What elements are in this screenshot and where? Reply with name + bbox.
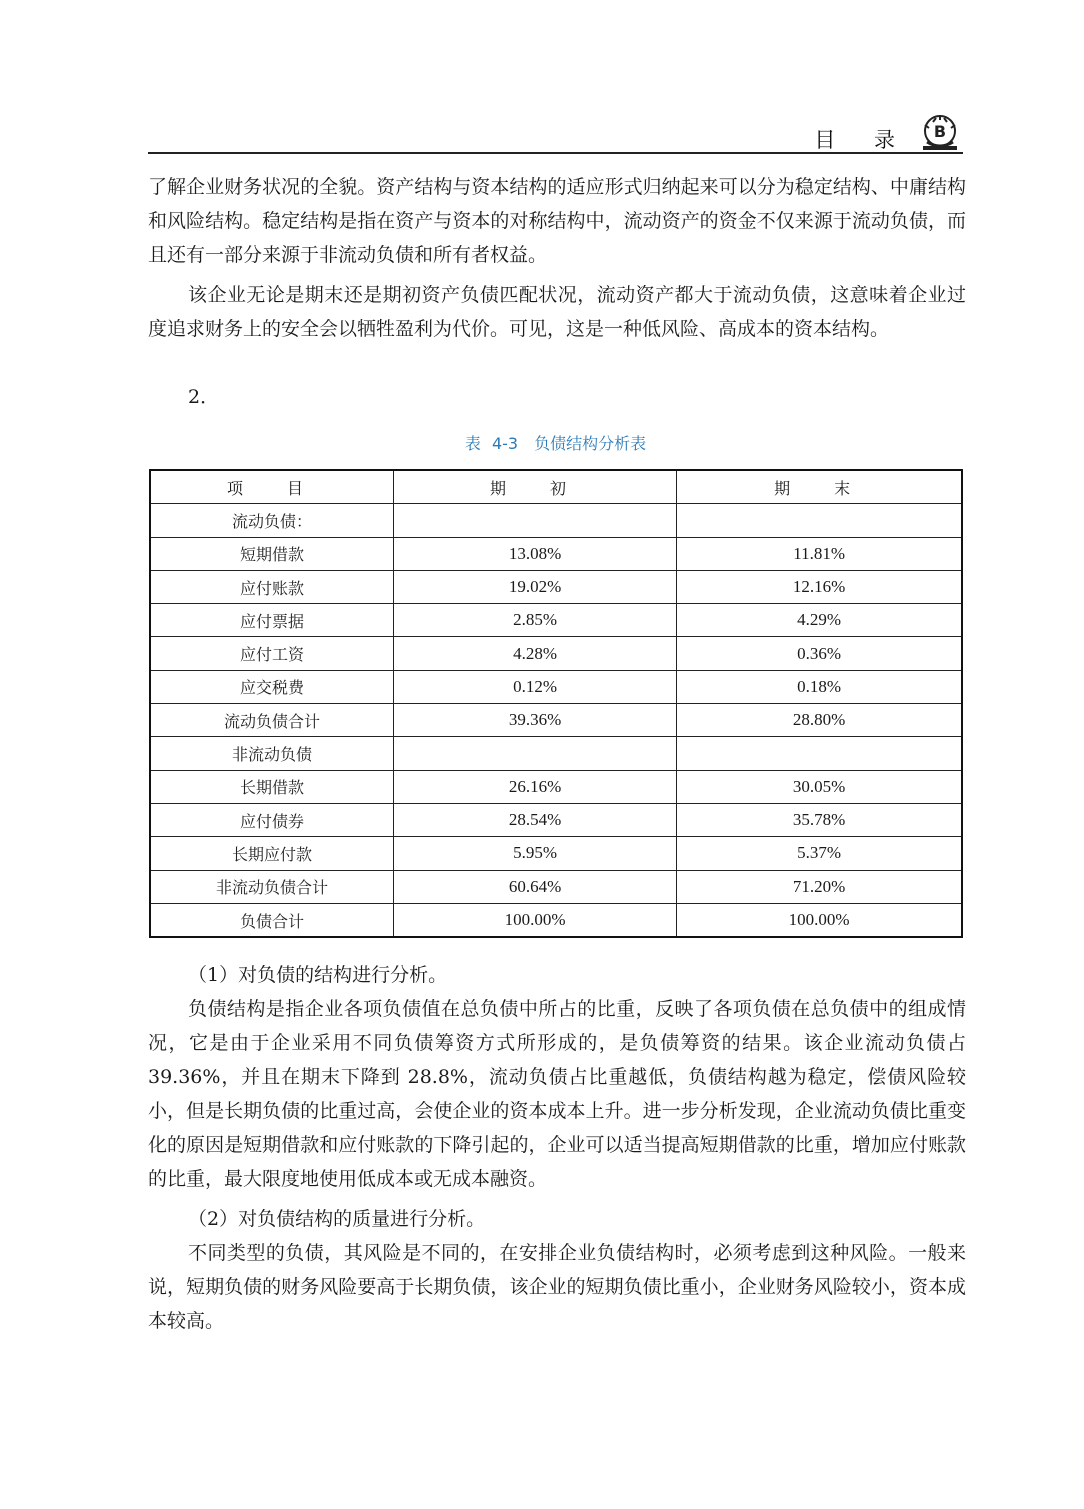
table-header-row xyxy=(150,470,962,504)
table-row xyxy=(150,537,962,570)
table-row xyxy=(150,770,962,803)
beginning-value: 39.36% xyxy=(393,704,676,737)
end-value xyxy=(677,504,962,537)
beginning-value: 4.28% xyxy=(393,637,676,670)
page-header xyxy=(148,112,963,154)
beginning-value: 13.08% xyxy=(393,537,676,570)
table-row xyxy=(150,870,962,903)
header-title: 目 录 xyxy=(814,128,911,152)
beginning-value xyxy=(393,737,676,770)
beginning-value: 2.85% xyxy=(393,604,676,637)
end-value: 100.00% xyxy=(677,903,962,937)
row-label: 长期借款 xyxy=(150,770,393,803)
table-row xyxy=(150,737,962,770)
analysis-paragraph-1: 负债结构是指企业各项负债值在总负债中所占的比重，反映了各项负债在总负债中的组成情况，它是由于企业采用不同负债筹资方式所形成的，是负债筹资的结果。该企业流动负债占 39.36%，并且在期末下降到 28.8%，流动负债占比重越低，负债结构越为稳定，偿债风险较小，但是长期负债的比重过高，会使企业的资本成本上升。进一步分析发现，企业流动负债比重变化的原因是短期借款和应付账款的下降引起的，企业可以适当提高短期借款的比重，增加应付账款的比重，最大限度地使用低成本或无成本融资。 xyxy=(148,998,966,1190)
row-label: 流动负债： xyxy=(150,504,393,537)
svg-text:B: B xyxy=(933,122,947,141)
analysis-heading-1: （1）对负债的结构进行分析。 xyxy=(188,964,448,986)
table-row xyxy=(150,903,962,937)
end-value: 30.05% xyxy=(677,770,962,803)
table-row xyxy=(150,604,962,637)
table-row xyxy=(150,504,962,537)
publisher-logo-icon xyxy=(919,112,961,152)
row-label: 应付债券 xyxy=(150,803,393,836)
beginning-value: 26.16% xyxy=(393,770,676,803)
analysis-heading-2: （2）对负债结构的质量进行分析。 xyxy=(188,1208,486,1230)
table-row xyxy=(150,704,962,737)
end-value: 0.18% xyxy=(677,670,962,703)
table-row xyxy=(150,803,962,836)
table-row xyxy=(150,637,962,670)
beginning-value xyxy=(393,504,676,537)
end-value: 11.81% xyxy=(677,537,962,570)
row-label: 负债合计 xyxy=(150,903,393,937)
analysis-paragraph-2: 不同类型的负债，其风险是不同的，在安排企业负债结构时，必须考虑到这种风险。一般来说，短期负债的财务风险要高于长期负债，该企业的短期负债比重小，企业财务风险较小，资本成本较高。 xyxy=(148,1242,966,1332)
intro-paragraph-2: 该企业无论是期末还是期初资产负债匹配状况，流动资产都大于流动负债，这意味着企业过度追求财务上的安全会以牺牲盈利为代价。可见，这是一种低风险、高成本的资本结构。 xyxy=(148,284,966,340)
beginning-value: 5.95% xyxy=(393,837,676,870)
row-label: 应付票据 xyxy=(150,604,393,637)
table-row xyxy=(150,670,962,703)
end-value xyxy=(677,737,962,770)
table-row xyxy=(150,837,962,870)
end-value: 0.36% xyxy=(677,637,962,670)
row-label: 流动负债合计 xyxy=(150,704,393,737)
end-value: 12.16% xyxy=(677,570,962,603)
beginning-value: 28.54% xyxy=(393,803,676,836)
beginning-value: 19.02% xyxy=(393,570,676,603)
table-caption: 表 4-3 负债结构分析表 xyxy=(464,434,647,453)
column-header-end: 期 末 xyxy=(677,470,962,504)
section-number: 2． xyxy=(188,386,220,408)
row-label: 长期应付款 xyxy=(150,837,393,870)
end-value: 5.37% xyxy=(677,837,962,870)
row-label: 应付工资 xyxy=(150,637,393,670)
intro-paragraph-1: 了解企业财务状况的全貌。资产结构与资本结构的适应形式归纳起来可以分为稳定结构、中庸结构和风险结构。稳定结构是指在资产与资本的对称结构中，流动资产的资金不仅来源于流动负债，而且还有一部分来源于非流动负债和所有者权益。 xyxy=(148,176,966,266)
beginning-value: 0.12% xyxy=(393,670,676,703)
beginning-value: 60.64% xyxy=(393,870,676,903)
column-header-item: 项 目 xyxy=(150,470,393,504)
column-header-beginning: 期 初 xyxy=(393,470,676,504)
debt-structure-table xyxy=(149,469,963,938)
end-value: 35.78% xyxy=(677,803,962,836)
row-label: 应交税费 xyxy=(150,670,393,703)
end-value: 28.80% xyxy=(677,704,962,737)
end-value: 4.29% xyxy=(677,604,962,637)
row-label: 应付账款 xyxy=(150,570,393,603)
row-label: 非流动负债合计 xyxy=(150,870,393,903)
table-row xyxy=(150,570,962,603)
end-value: 71.20% xyxy=(677,870,962,903)
row-label: 非流动负债 xyxy=(150,737,393,770)
row-label: 短期借款 xyxy=(150,537,393,570)
beginning-value: 100.00% xyxy=(393,903,676,937)
